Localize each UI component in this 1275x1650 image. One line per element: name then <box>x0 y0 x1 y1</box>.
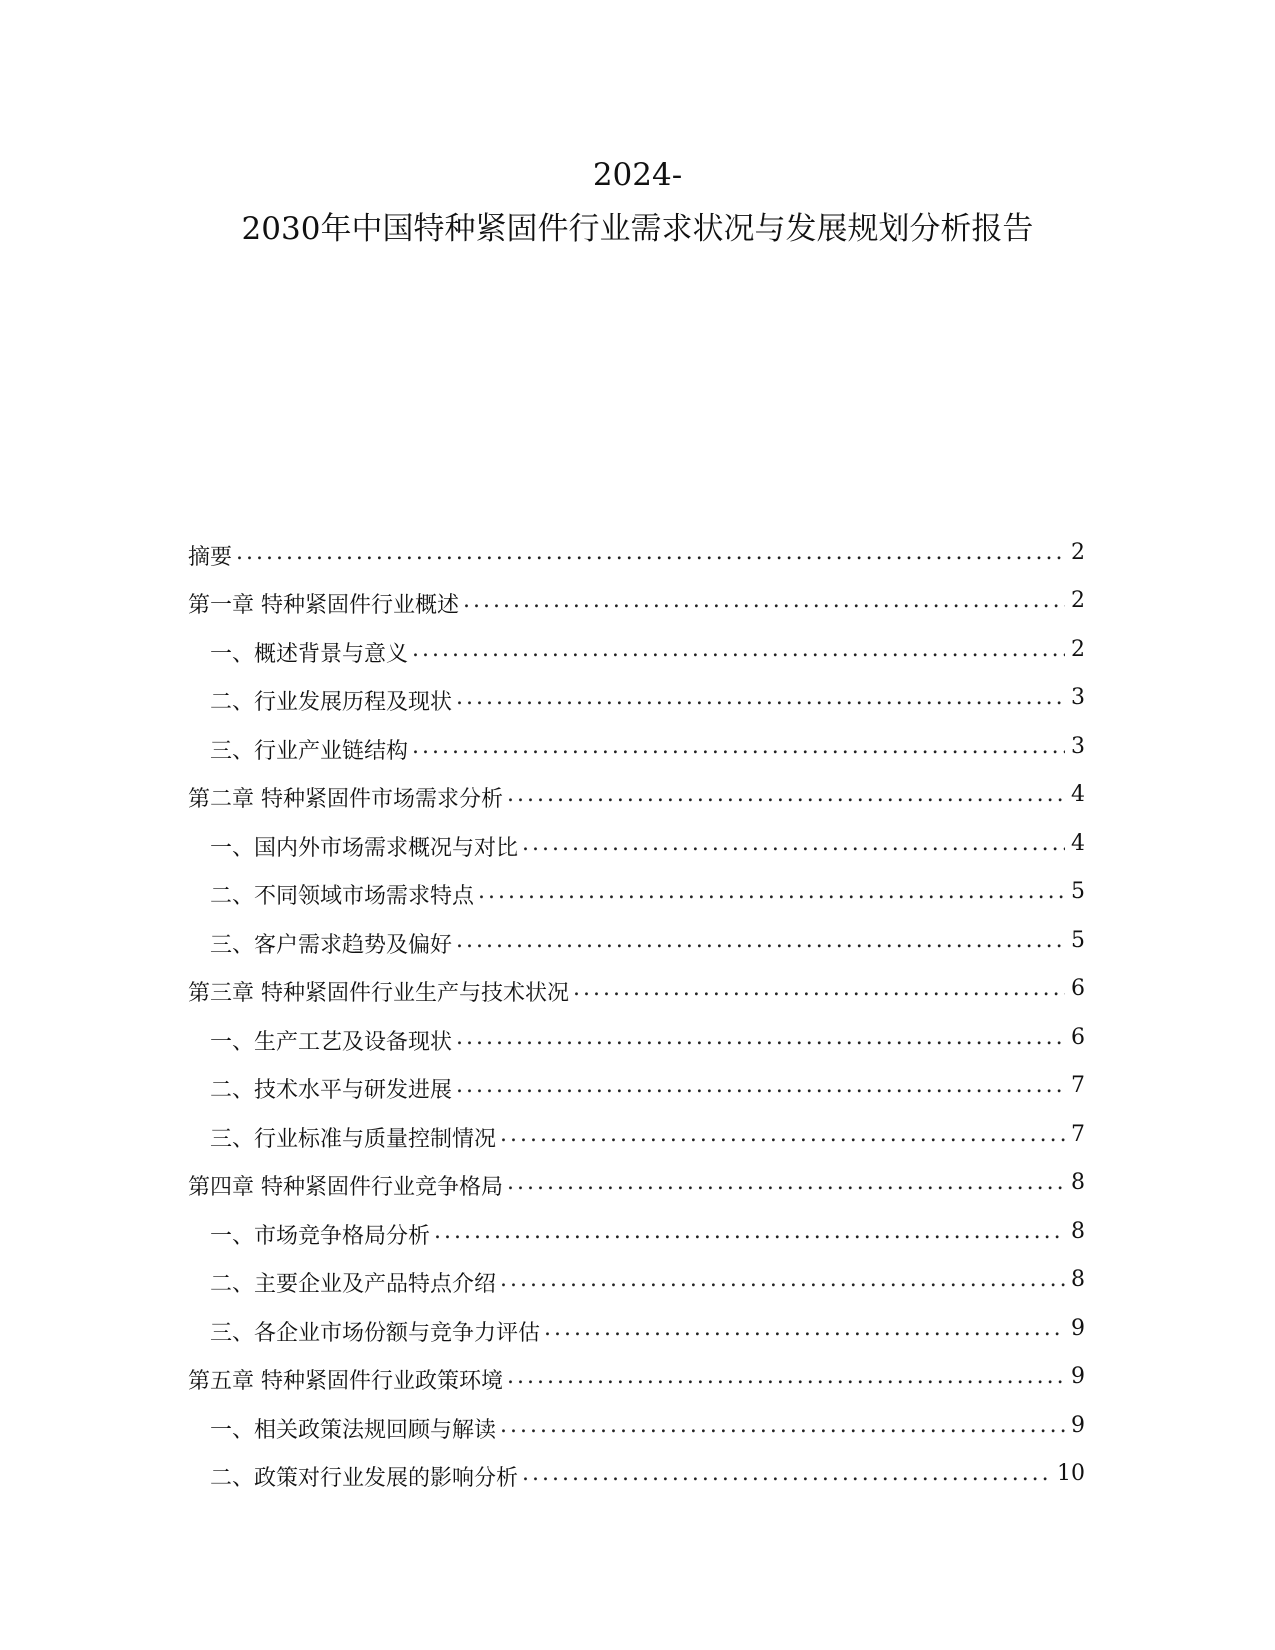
toc-section-number: 三、 <box>210 1320 255 1346</box>
toc-page-number: 4 <box>1071 830 1085 856</box>
document-title <box>0 148 1275 256</box>
toc-section-entry[interactable] <box>188 629 1085 678</box>
toc-section-number: 二、 <box>210 690 255 715</box>
toc-section-entry[interactable] <box>188 823 1085 872</box>
toc-section-entry[interactable] <box>188 1454 1085 1503</box>
toc-chapter-entry[interactable] <box>188 1357 1085 1406</box>
toc-entry-label: 概述背景与意义 <box>254 641 409 667</box>
toc-chapter-entry[interactable] <box>188 775 1085 824</box>
toc-entry-label: 第三章 特种紧固件行业生产与技术状况 <box>188 981 569 1006</box>
toc-page-number: 3 <box>1071 733 1085 759</box>
toc-section-entry[interactable] <box>188 1260 1085 1309</box>
toc-section-entry[interactable] <box>188 872 1085 921</box>
toc-section-entry[interactable] <box>188 920 1085 969</box>
toc-entry-label: 相关政策法规回顾与解读 <box>254 1417 497 1443</box>
toc-page-number: 9 <box>1071 1364 1085 1389</box>
toc-entry-label: 摘要 <box>188 544 233 570</box>
title-line-2: 2030年中国特种紧固件行业需求状况与发展规划分析报告 <box>241 211 1034 247</box>
toc-section-number: 一、 <box>210 1029 255 1055</box>
toc-page-number: 6 <box>1071 1024 1085 1050</box>
toc-entry-label: 第四章 特种紧固件行业竞争格局 <box>188 1175 503 1200</box>
toc-section-entry[interactable] <box>188 1308 1085 1357</box>
toc-leader-dots <box>456 1025 1065 1056</box>
toc-page-number: 9 <box>1071 1412 1085 1438</box>
toc-entry-label: 不同领域市场需求特点 <box>254 884 475 909</box>
toc-leader-dots <box>412 637 1065 668</box>
toc-leader-dots <box>456 685 1065 716</box>
toc-section-number: 二、 <box>210 1272 255 1297</box>
toc-section-number: 三、 <box>210 738 255 764</box>
toc-chapter-entry[interactable] <box>188 532 1085 581</box>
toc-section-entry[interactable] <box>188 1017 1085 1066</box>
toc-chapter-entry[interactable] <box>188 581 1085 630</box>
toc-page-number: 5 <box>1071 879 1085 904</box>
toc-section-entry[interactable] <box>188 1211 1085 1260</box>
toc-page-number: 2 <box>1071 588 1085 613</box>
toc-leader-dots <box>412 734 1065 765</box>
toc-entry-label: 第一章 特种紧固件行业概述 <box>188 593 459 618</box>
toc-leader-dots <box>236 540 1065 571</box>
toc-page-number: 6 <box>1071 976 1085 1001</box>
toc-leader-dots <box>573 976 1065 1007</box>
toc-entry-label: 国内外市场需求概况与对比 <box>254 835 519 861</box>
toc-entry-label: 政策对行业发展的影响分析 <box>254 1466 519 1491</box>
toc-entry-label: 行业标准与质量控制情况 <box>254 1126 497 1152</box>
toc-entry-label: 技术水平与研发进展 <box>254 1078 453 1103</box>
toc-chapter-entry[interactable] <box>188 969 1085 1018</box>
toc-leader-dots <box>456 1073 1065 1104</box>
toc-entry-label: 市场竞争格局分析 <box>254 1223 431 1249</box>
toc-section-number: 一、 <box>210 835 255 861</box>
toc-page-number: 8 <box>1071 1267 1085 1292</box>
toc-entry-label: 第五章 特种紧固件行业政策环境 <box>188 1369 503 1394</box>
toc-page-number: 9 <box>1071 1315 1085 1341</box>
toc-leader-dots <box>478 879 1065 910</box>
toc-entry-label: 生产工艺及设备现状 <box>254 1029 453 1055</box>
toc-leader-dots <box>544 1316 1065 1347</box>
toc-section-number: 一、 <box>210 1417 255 1443</box>
toc-entry-label: 主要企业及产品特点介绍 <box>254 1272 497 1297</box>
toc-page-number: 10 <box>1057 1461 1085 1486</box>
toc-page-number: 4 <box>1071 782 1085 807</box>
toc-chapter-entry[interactable] <box>188 1163 1085 1212</box>
toc-section-number: 二、 <box>210 884 255 909</box>
toc-page-number: 7 <box>1071 1121 1085 1147</box>
toc-leader-dots <box>500 1413 1065 1444</box>
toc-page-number: 3 <box>1071 685 1085 710</box>
toc-leader-dots <box>463 588 1065 619</box>
toc-entry-label: 各企业市场份额与竞争力评估 <box>254 1320 541 1346</box>
toc-section-entry[interactable] <box>188 678 1085 727</box>
toc-section-number: 二、 <box>210 1466 255 1491</box>
toc-section-number: 二、 <box>210 1078 255 1103</box>
toc-section-entry[interactable] <box>188 1114 1085 1163</box>
toc-section-entry[interactable] <box>188 1405 1085 1454</box>
toc-section-entry[interactable] <box>188 1066 1085 1115</box>
toc-page-number: 8 <box>1071 1170 1085 1195</box>
toc-leader-dots <box>522 831 1065 862</box>
toc-page-number: 7 <box>1071 1073 1085 1098</box>
table-of-contents <box>188 532 1085 1502</box>
toc-entry-label: 第二章 特种紧固件市场需求分析 <box>188 787 503 812</box>
toc-leader-dots <box>522 1461 1051 1492</box>
toc-page-number: 8 <box>1071 1218 1085 1244</box>
toc-section-entry[interactable] <box>188 726 1085 775</box>
toc-page-number: 2 <box>1071 636 1085 662</box>
toc-leader-dots <box>507 782 1065 813</box>
toc-section-number: 三、 <box>210 1126 255 1152</box>
toc-leader-dots <box>507 1170 1065 1201</box>
toc-leader-dots <box>500 1267 1065 1298</box>
toc-section-number: 一、 <box>210 1223 255 1249</box>
toc-leader-dots <box>456 928 1065 959</box>
toc-entry-label: 客户需求趋势及偏好 <box>254 932 453 958</box>
toc-leader-dots <box>500 1122 1065 1153</box>
toc-leader-dots <box>434 1219 1065 1250</box>
toc-leader-dots <box>507 1364 1065 1395</box>
toc-entry-label: 行业产业链结构 <box>254 738 409 764</box>
toc-entry-label: 行业发展历程及现状 <box>254 690 453 715</box>
toc-page-number: 5 <box>1071 927 1085 953</box>
title-line-1: 2024- <box>592 157 683 193</box>
toc-page-number: 2 <box>1071 539 1085 565</box>
toc-section-number: 一、 <box>210 641 255 667</box>
toc-section-number: 三、 <box>210 932 255 958</box>
